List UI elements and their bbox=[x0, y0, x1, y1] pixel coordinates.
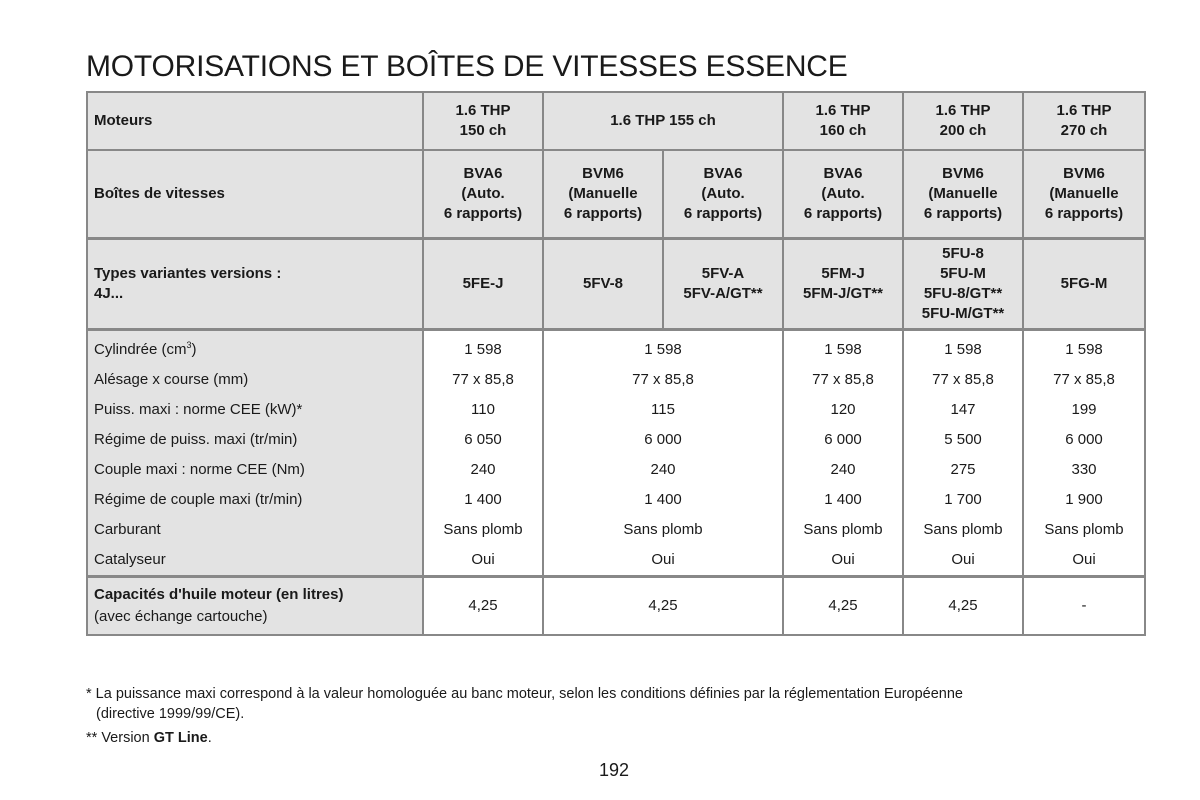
type-cell: 5FG-M bbox=[1023, 239, 1145, 330]
gearbox-cell: BVA6 (Auto. 6 rapports) bbox=[783, 150, 903, 239]
engine-cell: 1.6 THP 150 ch bbox=[423, 92, 543, 150]
value-cell: 240 bbox=[543, 455, 783, 485]
value-cell: 330 bbox=[1023, 455, 1145, 485]
value-cell: 110 bbox=[423, 395, 543, 425]
row-label: Régime de couple maxi (tr/min) bbox=[87, 485, 423, 515]
footnote-gt-line: ** Version GT Line. bbox=[86, 730, 212, 746]
value-cell: 6 000 bbox=[543, 425, 783, 455]
value-cell: Sans plomb bbox=[543, 515, 783, 545]
value-cell: Sans plomb bbox=[423, 515, 543, 545]
type-cell: 5FE-J bbox=[423, 239, 543, 330]
table-row bbox=[87, 485, 1145, 515]
value-cell: 77 x 85,8 bbox=[903, 365, 1023, 395]
value-cell: 4,25 bbox=[903, 577, 1023, 636]
engine-cell: 1.6 THP 155 ch bbox=[543, 92, 783, 150]
table-row bbox=[87, 515, 1145, 545]
value-cell: Sans plomb bbox=[783, 515, 903, 545]
value-cell: Sans plomb bbox=[1023, 515, 1145, 545]
value-cell: Oui bbox=[543, 545, 783, 577]
engine-cell: 1.6 THP 270 ch bbox=[1023, 92, 1145, 150]
gearbox-label: Boîtes de vitesses bbox=[87, 150, 423, 239]
specification-table bbox=[86, 91, 1146, 636]
engine-cell: 1.6 THP 200 ch bbox=[903, 92, 1023, 150]
table-row bbox=[87, 455, 1145, 485]
row-label: Carburant bbox=[87, 515, 423, 545]
value-cell: Oui bbox=[903, 545, 1023, 577]
value-cell: 6 000 bbox=[1023, 425, 1145, 455]
value-cell: Oui bbox=[783, 545, 903, 577]
page-number: 192 bbox=[598, 760, 630, 780]
row-label: Alésage x course (mm) bbox=[87, 365, 423, 395]
oil-capacity-label: Capacités d'huile moteur (en litres) (avec échange cartouche) bbox=[87, 577, 423, 636]
value-cell: 4,25 bbox=[423, 577, 543, 636]
row-label: Régime de puiss. maxi (tr/min) bbox=[87, 425, 423, 455]
value-cell: 1 700 bbox=[903, 485, 1023, 515]
value-cell: - bbox=[1023, 577, 1145, 636]
table-row bbox=[87, 545, 1145, 577]
type-cell: 5FM-J 5FM-J/GT** bbox=[783, 239, 903, 330]
value-cell: 240 bbox=[783, 455, 903, 485]
value-cell: 1 400 bbox=[423, 485, 543, 515]
value-cell: 6 050 bbox=[423, 425, 543, 455]
row-label: Cylindrée $(cm^3)$ bbox=[87, 330, 423, 366]
value-cell: 1 900 bbox=[1023, 485, 1145, 515]
oil-capacity-row bbox=[87, 577, 1145, 636]
gearbox-cell: BVM6 (Manuelle 6 rapports) bbox=[903, 150, 1023, 239]
engines-row bbox=[87, 92, 1145, 150]
table-row bbox=[87, 425, 1145, 455]
value-cell: 1 598 bbox=[903, 330, 1023, 366]
value-cell: 147 bbox=[903, 395, 1023, 425]
value-cell: 1 400 bbox=[543, 485, 783, 515]
type-cell: 5FV-A 5FV-A/GT** bbox=[663, 239, 783, 330]
value-cell: 115 bbox=[543, 395, 783, 425]
value-cell: 77 x 85,8 bbox=[1023, 365, 1145, 395]
table-row bbox=[87, 365, 1145, 395]
value-cell: Oui bbox=[1023, 545, 1145, 577]
value-cell: 4,25 bbox=[783, 577, 903, 636]
value-cell: 77 x 85,8 bbox=[543, 365, 783, 395]
types-row bbox=[87, 239, 1145, 330]
value-cell: 120 bbox=[783, 395, 903, 425]
value-cell: 1 598 bbox=[783, 330, 903, 366]
table-row bbox=[87, 330, 1145, 366]
value-cell: 4,25 bbox=[543, 577, 783, 636]
table-row bbox=[87, 395, 1145, 425]
types-label: Types variantes versions : 4J... bbox=[87, 239, 423, 330]
value-cell: 77 x 85,8 bbox=[783, 365, 903, 395]
value-cell: 6 000 bbox=[783, 425, 903, 455]
value-cell: Oui bbox=[423, 545, 543, 577]
gearbox-cell: BVM6 (Manuelle 6 rapports) bbox=[1023, 150, 1145, 239]
row-label: Couple maxi : norme CEE (Nm) bbox=[87, 455, 423, 485]
row-label: Puiss. maxi : norme CEE (kW)* bbox=[87, 395, 423, 425]
value-cell: 1 400 bbox=[783, 485, 903, 515]
value-cell: Sans plomb bbox=[903, 515, 1023, 545]
footnote-power: * La puissance maxi correspond à la valeur homologuée au banc moteur, selon les conditions définies par la réglementation Européenne (directive 1999/99/CE). bbox=[86, 686, 963, 722]
engines-label: Moteurs bbox=[87, 92, 423, 150]
engine-cell: 1.6 THP 160 ch bbox=[783, 92, 903, 150]
row-label: Catalyseur bbox=[87, 545, 423, 577]
value-cell: 1 598 bbox=[1023, 330, 1145, 366]
value-cell: 1 598 bbox=[423, 330, 543, 366]
value-cell: 1 598 bbox=[543, 330, 783, 366]
gearbox-cell: BVA6 (Auto. 6 rapports) bbox=[423, 150, 543, 239]
gearbox-row bbox=[87, 150, 1145, 239]
value-cell: 240 bbox=[423, 455, 543, 485]
gearbox-cell: BVM6 (Manuelle 6 rapports) bbox=[543, 150, 663, 239]
type-cell: 5FU-8 5FU-M 5FU-8/GT** 5FU-M/GT** bbox=[903, 239, 1023, 330]
type-cell: 5FV-8 bbox=[543, 239, 663, 330]
value-cell: 275 bbox=[903, 455, 1023, 485]
value-cell: 5 500 bbox=[903, 425, 1023, 455]
page-title: MOTORISATIONS ET BOÎTES DE VITESSES ESSENCE bbox=[86, 50, 848, 83]
value-cell: 77 x 85,8 bbox=[423, 365, 543, 395]
gearbox-cell: BVA6 (Auto. 6 rapports) bbox=[663, 150, 783, 239]
value-cell: 199 bbox=[1023, 395, 1145, 425]
